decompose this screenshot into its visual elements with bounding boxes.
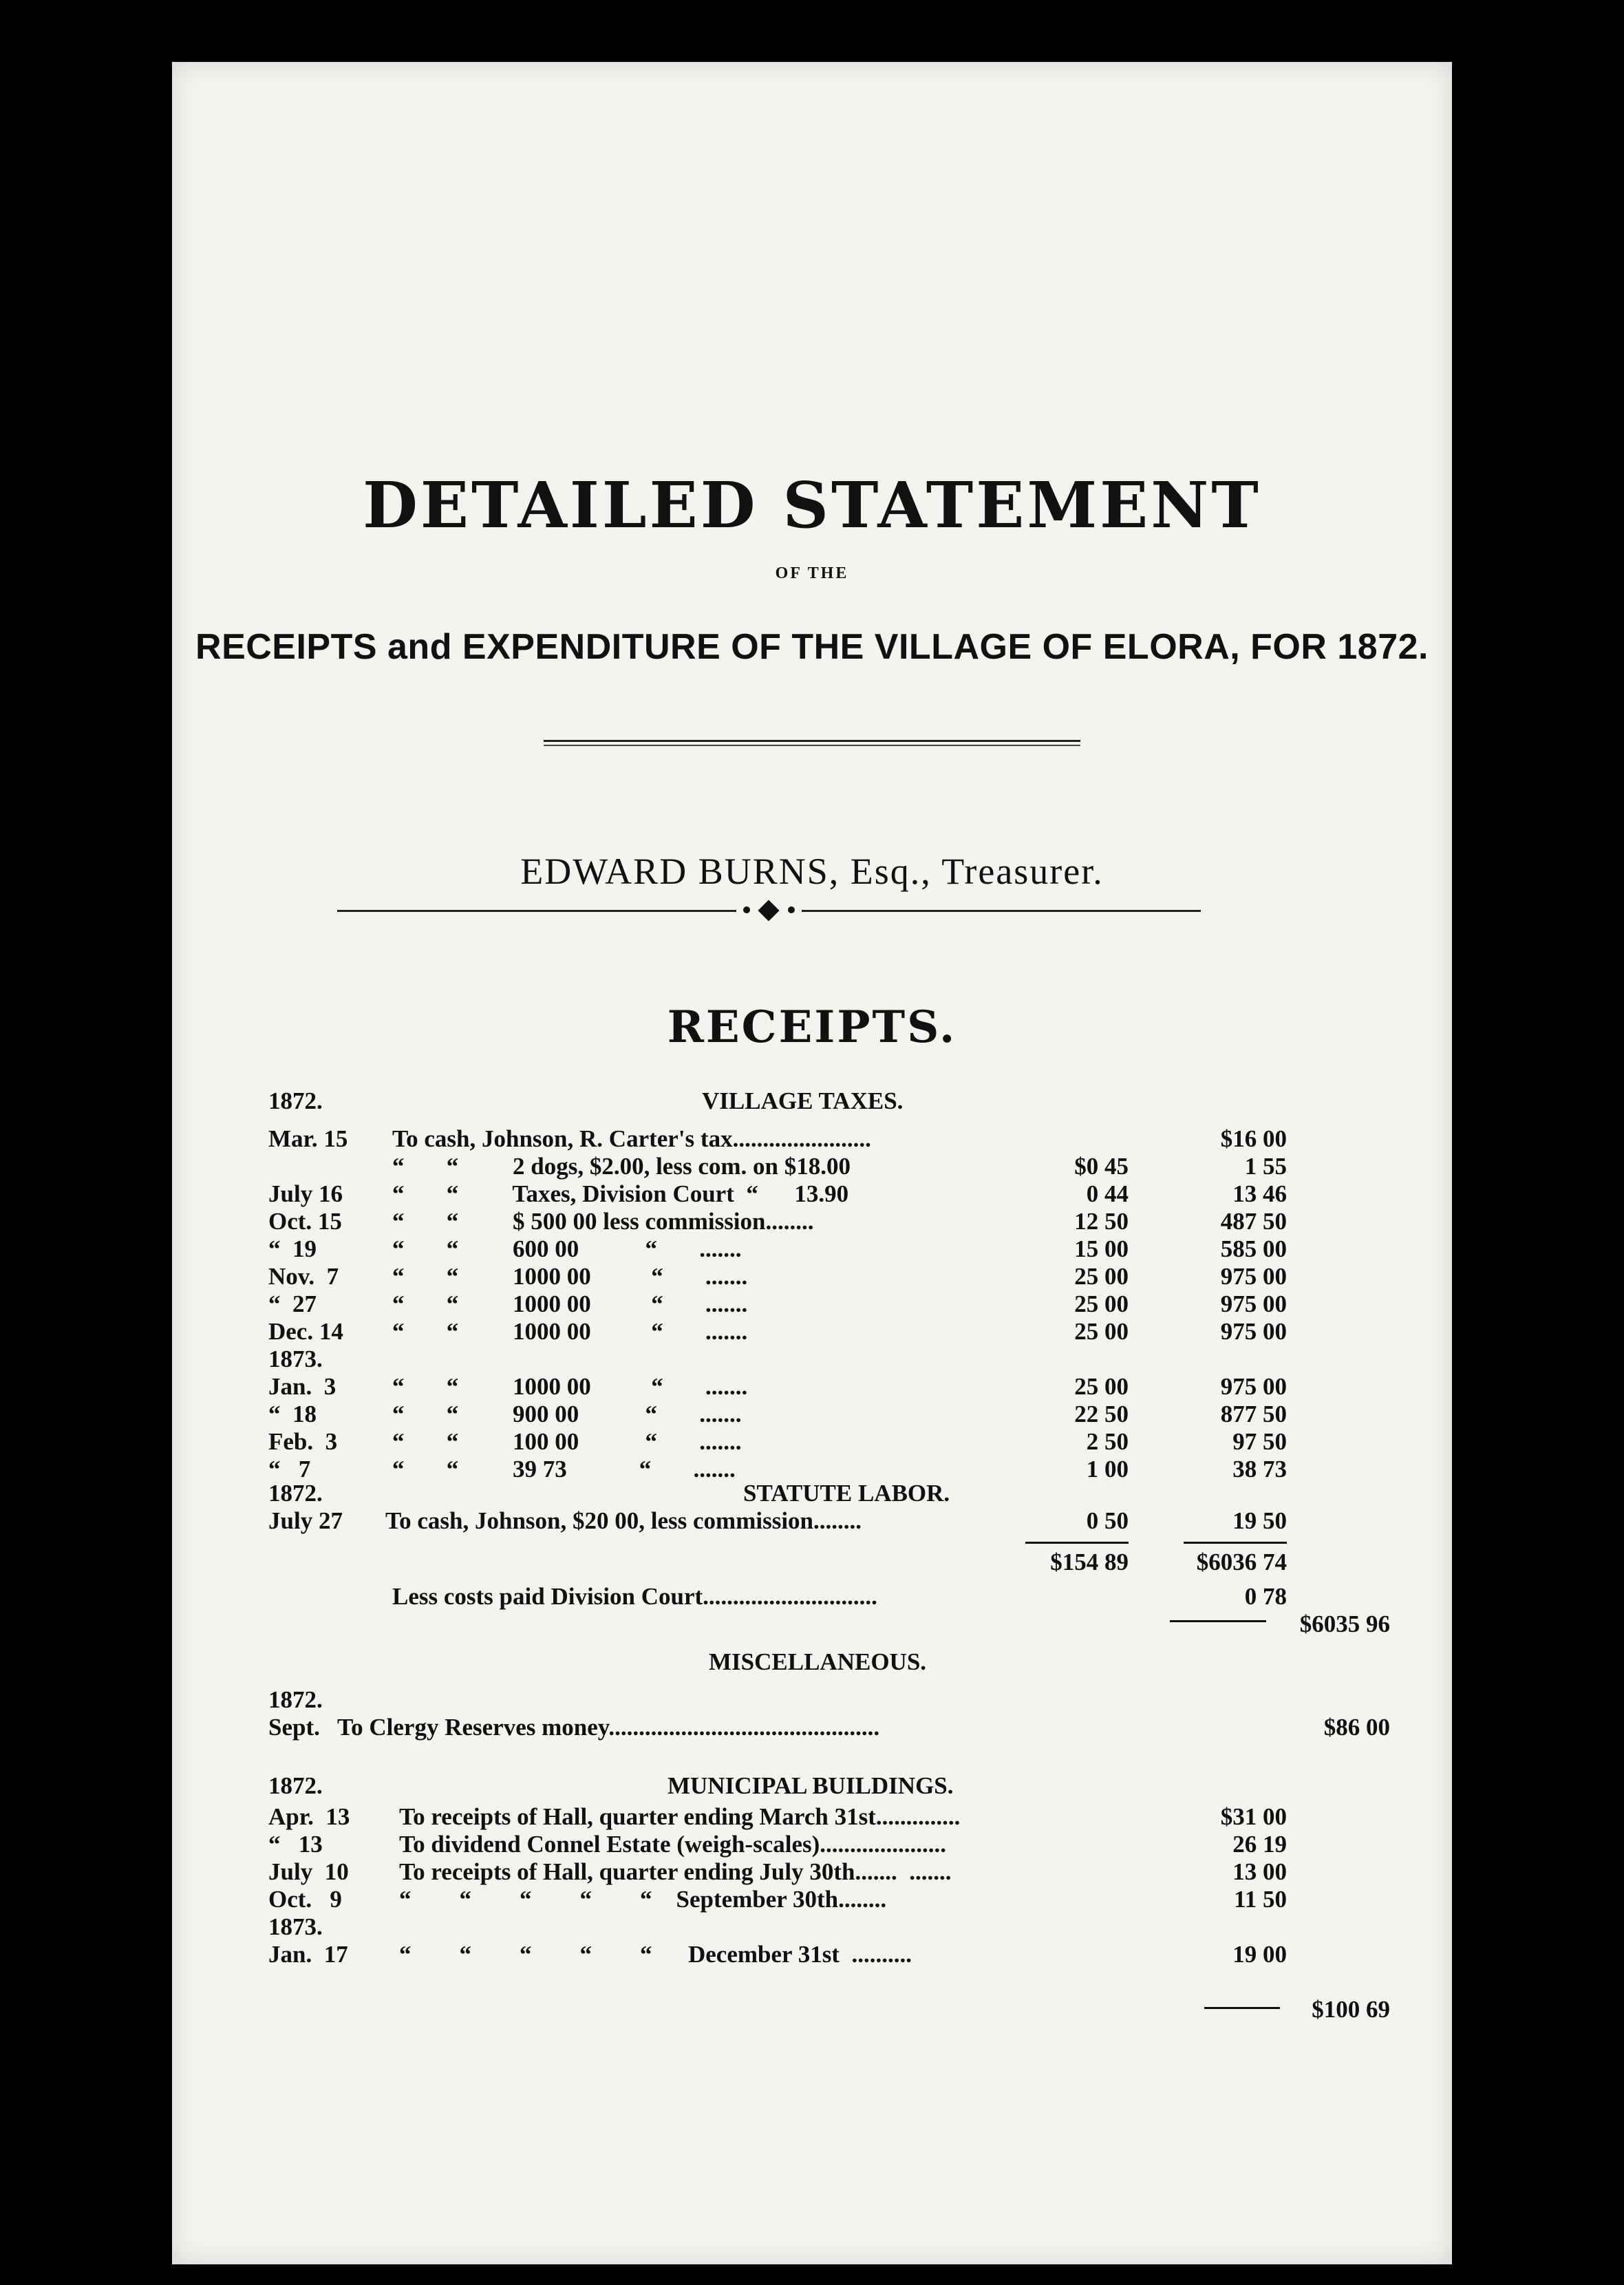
miscellaneous-desc: To Clergy Reserves money.............................................: [337, 1714, 880, 1741]
ledger-date: 1873.: [268, 1346, 323, 1372]
ledger-commission: 25 00: [1074, 1290, 1129, 1317]
ledger-description: “ “ 2 dogs, $2.00, less com. on $18.00: [392, 1153, 851, 1180]
less-costs-desc: Less costs paid Division Court.............................: [392, 1583, 877, 1610]
ledger-commission: 2 50: [1086, 1428, 1129, 1455]
ledger-description: “ “ 1000 00 “ .......: [392, 1373, 748, 1400]
ledger-date: Jan. 17: [268, 1941, 348, 1968]
ornamental-rule-top: [544, 740, 1080, 742]
ledger-date: “ 27: [268, 1290, 317, 1317]
less-costs-amount: 0 78: [1244, 1583, 1287, 1610]
ornament-diamond: [758, 900, 779, 921]
ledger-date: “ 7: [268, 1456, 311, 1482]
ledger-commission: 0 44: [1086, 1180, 1129, 1207]
ledger-commission: 15 00: [1074, 1235, 1129, 1262]
ledger-date: July 16: [268, 1180, 343, 1207]
ledger-description: “ “ 1000 00 “ .......: [392, 1318, 748, 1345]
ledger-amount: 13 46: [1232, 1180, 1287, 1207]
ledger-amount: 975 00: [1220, 1318, 1287, 1345]
ledger-commission: 25 00: [1074, 1373, 1129, 1400]
ledger-amount: 585 00: [1220, 1235, 1287, 1262]
ornament-dot: [788, 906, 795, 913]
municipal-buildings-heading: MUNICIPAL BUILDINGS.: [667, 1772, 954, 1799]
statute-labor-commission: 0 50: [1086, 1507, 1129, 1534]
ledger-commission: 12 50: [1074, 1208, 1129, 1235]
ledger-description: “ “ 100 00 “ .......: [392, 1428, 742, 1455]
municipal-total: $100 69: [1312, 1996, 1390, 2023]
year-label: 1872.: [268, 1087, 323, 1114]
ledger-date: “ 19: [268, 1235, 317, 1262]
ornament-dot: [743, 906, 750, 913]
ledger-amount: 1 55: [1244, 1153, 1287, 1180]
ledger-date: Nov. 7: [268, 1263, 339, 1290]
miscellaneous-heading: MISCELLANEOUS.: [709, 1648, 927, 1675]
commission-sum: $154 89: [1050, 1549, 1129, 1575]
treasurer-line: EDWARD BURNS, Esq., Treasurer.: [520, 851, 1104, 892]
miscellaneous-total: $86 00: [1323, 1714, 1390, 1741]
ledger-amount: 877 50: [1220, 1401, 1287, 1427]
statute-labor-desc: To cash, Johnson, $20 00, less commission........: [385, 1507, 862, 1534]
document-subtitle: RECEIPTS and EXPENDITURE OF THE VILLAGE OF ELORA, FOR 1872.: [195, 627, 1429, 667]
receipts-sum: $6036 74: [1196, 1549, 1287, 1575]
ledger-description: To receipts of Hall, quarter ending March 31st..............: [399, 1803, 961, 1830]
ledger-description: To cash, Johnson, R. Carter's tax.......................: [392, 1125, 871, 1152]
ledger-description: “ “ 600 00 “ .......: [392, 1235, 742, 1262]
section-title-receipts: RECEIPTS.: [667, 1001, 957, 1053]
ledger-description: “ “ 1000 00 “ .......: [392, 1290, 748, 1317]
ledger-amount: 13 00: [1232, 1858, 1287, 1885]
ledger-commission: $0 45: [1074, 1153, 1129, 1180]
ledger-amount: 97 50: [1232, 1428, 1287, 1455]
ledger-date: Oct. 9: [268, 1886, 342, 1913]
sum-rule: [1184, 1542, 1287, 1544]
divider-left: [337, 910, 736, 912]
ledger-commission: 1 00: [1086, 1456, 1129, 1482]
ledger-amount: 19 00: [1232, 1941, 1287, 1968]
ledger-date: Dec. 14: [268, 1318, 343, 1345]
ledger-amount: $31 00: [1220, 1803, 1287, 1830]
village-taxes-net-total: $6035 96: [1299, 1611, 1390, 1637]
year-label: 1872.: [268, 1686, 323, 1713]
ledger-amount: 38 73: [1232, 1456, 1287, 1482]
ledger-commission: 25 00: [1074, 1263, 1129, 1290]
sum-rule: [1025, 1542, 1129, 1544]
ledger-date: Apr. 13: [268, 1803, 350, 1830]
ledger-commission: 22 50: [1074, 1401, 1129, 1427]
statute-labor-heading: STATUTE LABOR.: [743, 1480, 950, 1507]
net-rule: [1170, 1620, 1266, 1622]
ledger-description: “ “ “ “ “ September 30th........: [399, 1886, 887, 1913]
ledger-date: July 10: [268, 1858, 349, 1885]
statute-labor-total: 19 50: [1232, 1507, 1287, 1534]
ledger-date: Feb. 3: [268, 1428, 338, 1455]
ledger-description: “ “ Taxes, Division Court “ 13.90: [392, 1180, 849, 1207]
ledger-date: “ 13: [268, 1831, 323, 1858]
village-taxes-heading: VILLAGE TAXES.: [702, 1087, 904, 1114]
ledger-date: “ 18: [268, 1401, 317, 1427]
ledger-date: Jan. 3: [268, 1373, 336, 1400]
ledger-description: “ “ 900 00 “ .......: [392, 1401, 742, 1427]
ledger-date: 1873.: [268, 1913, 323, 1940]
ornamental-rule-top-inner: [544, 745, 1080, 746]
ledger-amount: 487 50: [1220, 1208, 1287, 1235]
ledger-description: “ “ “ “ “ December 31st ..........: [399, 1941, 912, 1968]
ledger-amount: $16 00: [1220, 1125, 1287, 1152]
ledger-date: Mar. 15: [268, 1125, 348, 1152]
ledger-description: “ “ 1000 00 “ .......: [392, 1263, 748, 1290]
ledger-amount: 975 00: [1220, 1263, 1287, 1290]
year-label: 1872.: [268, 1772, 323, 1799]
of-the-caption: OF THE: [775, 564, 849, 582]
ledger-amount: 975 00: [1220, 1373, 1287, 1400]
ledger-description: To dividend Connel Estate (weigh-scales).....................: [399, 1831, 947, 1858]
ledger-amount: 26 19: [1232, 1831, 1287, 1858]
divider-right: [802, 910, 1201, 912]
miscellaneous-date: Sept.: [268, 1714, 320, 1741]
year-label: 1872.: [268, 1480, 323, 1507]
ledger-amount: 975 00: [1220, 1290, 1287, 1317]
ledger-description: To receipts of Hall, quarter ending July 30th....... .......: [399, 1858, 952, 1885]
statute-labor-date: July 27: [268, 1507, 343, 1534]
ledger-description: “ “ $ 500 00 less commission........: [392, 1208, 814, 1235]
ledger-commission: 25 00: [1074, 1318, 1129, 1345]
ledger-amount: 11 50: [1234, 1886, 1287, 1913]
document-page: [172, 62, 1452, 2264]
document-title: DETAILED STATEMENT: [363, 468, 1261, 542]
ledger-date: Oct. 15: [268, 1208, 342, 1235]
ledger-description: “ “ 39 73 “ .......: [392, 1456, 736, 1482]
